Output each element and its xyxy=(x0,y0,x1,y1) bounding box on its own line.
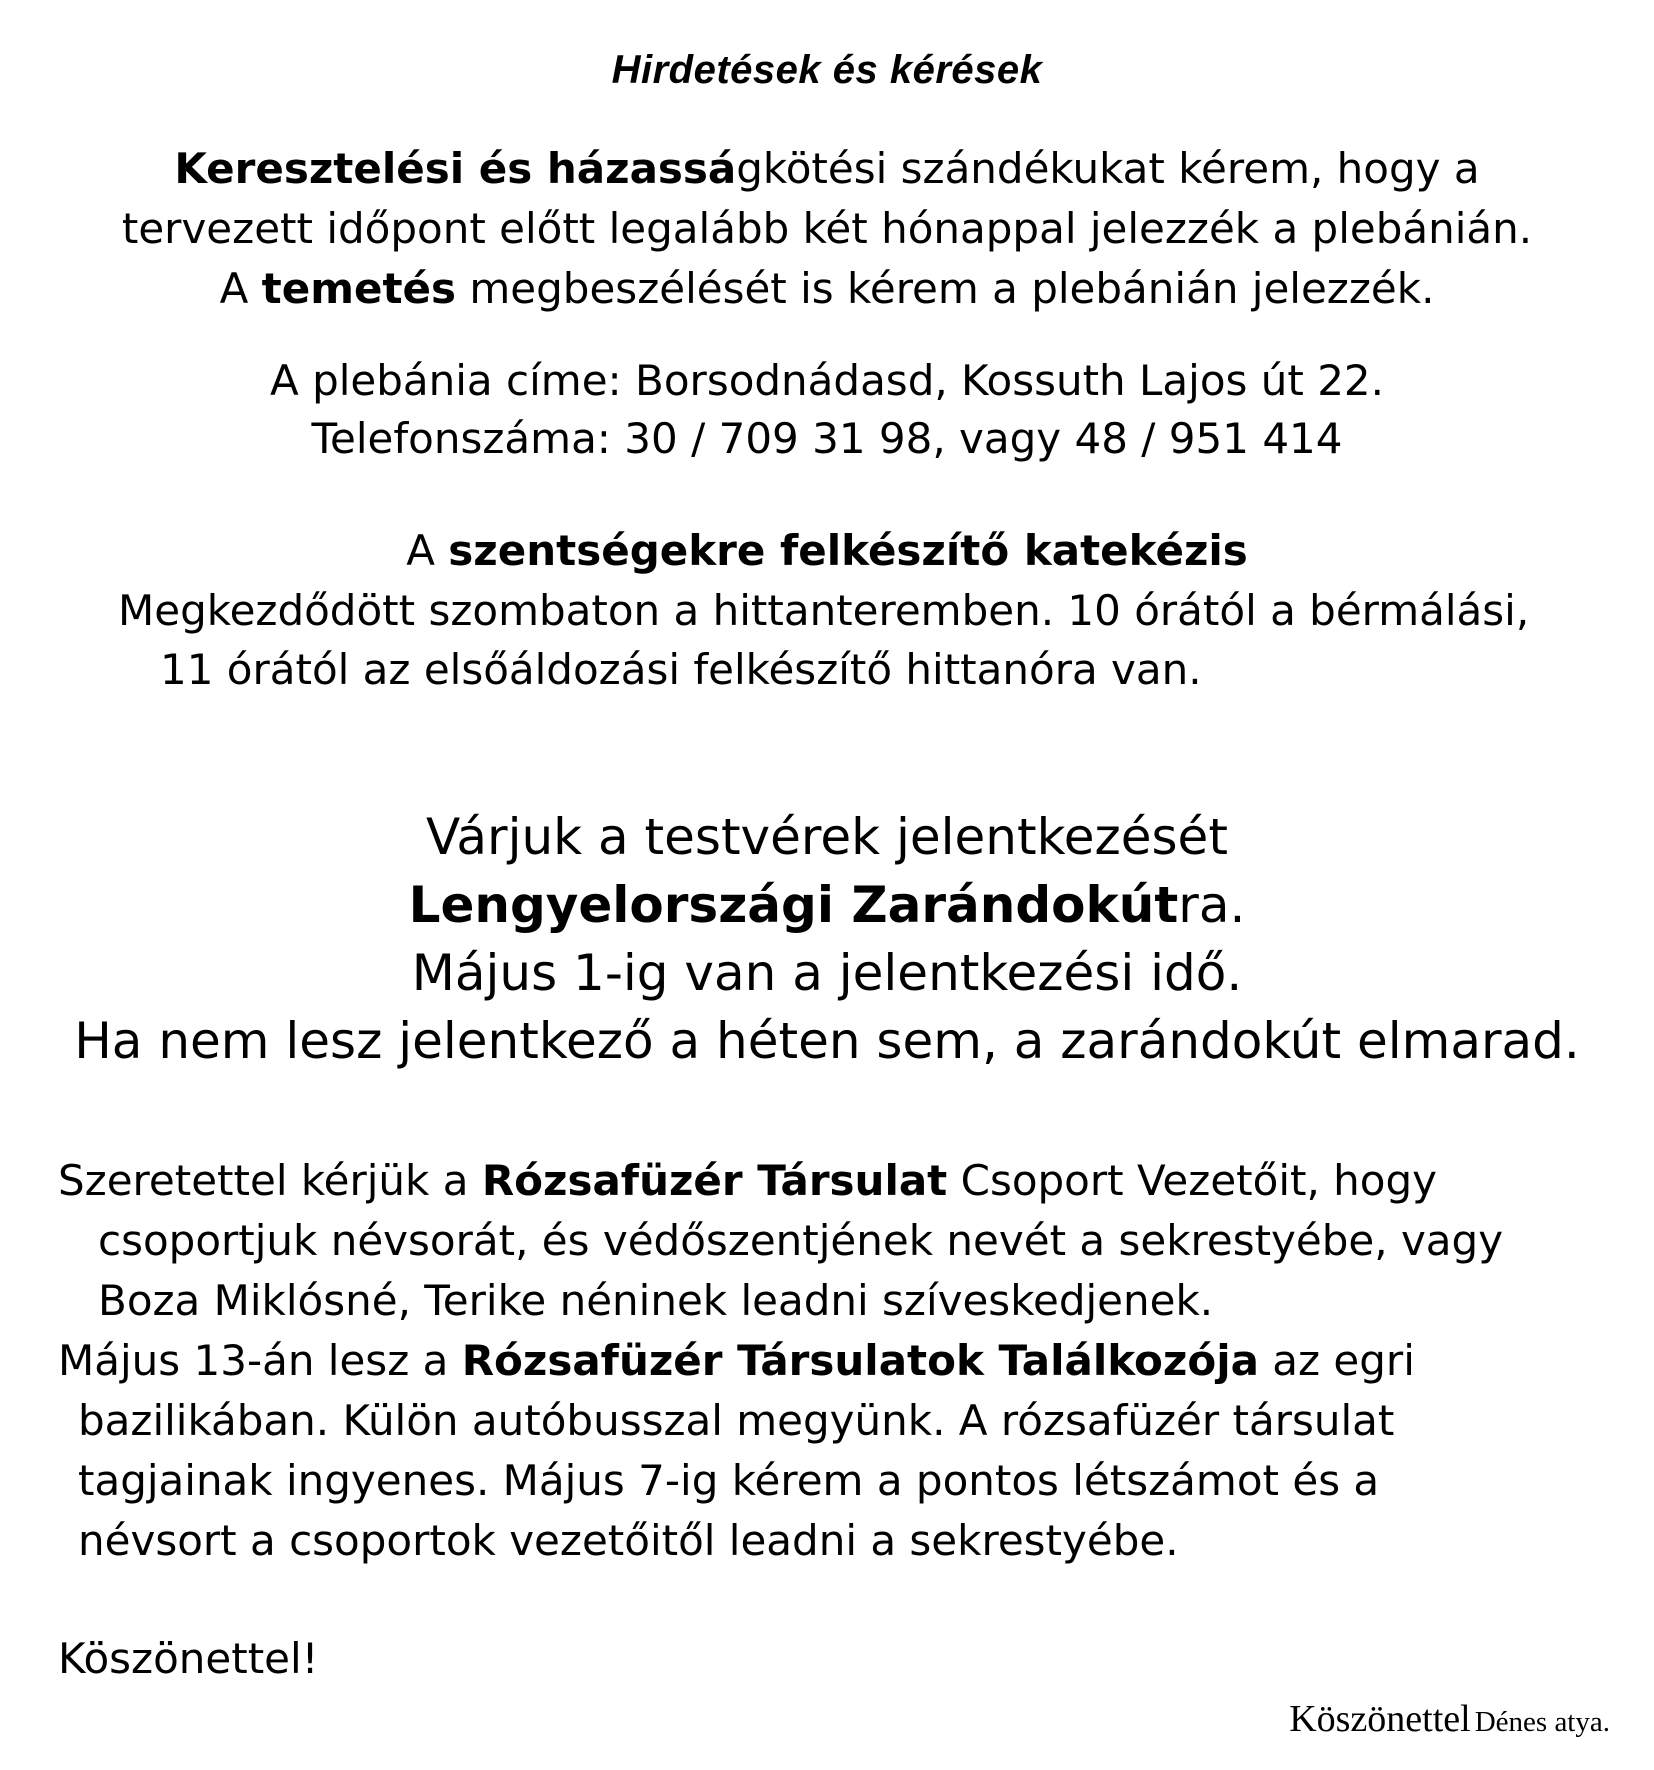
signature-name: Dénes atya. xyxy=(1474,1706,1610,1738)
catechesis-line-2: 11 órától az elsőáldozási felkészítő hittanóra van. xyxy=(160,645,1202,694)
pilgrimage-line-3: Május 1-ig van a jelentkezési idő. xyxy=(411,944,1243,1002)
baptism-bold: Keresztelési és házassá xyxy=(174,144,737,193)
pilgrimage-line-2 xyxy=(0,876,1654,934)
thanks-text: Köszönettel! xyxy=(58,1634,319,1683)
catechesis-line-1: Megkezdődött szombaton a hittanteremben. 10 órától a bérmálási, xyxy=(118,586,1530,635)
pilgrimage-line-1: Várjuk a testvérek jelentkezését xyxy=(426,808,1228,866)
rosary-p1-bold: Rózsafüzér Társulat xyxy=(481,1156,948,1205)
pilgrimage-bold: Lengyelországi Zarándokút xyxy=(408,876,1179,934)
pilgrimage-line-4: Ha nem lesz jelentkező a héten sem, a zarándokút elmarad. xyxy=(74,1012,1580,1070)
rosary-p1-line-3: Boza Miklósné, Terike néninek leadni szíveskedjenek. xyxy=(98,1276,1214,1325)
rosary-p2-line-2: bazilikában. Külön autóbusszal megyünk. A rózsafüzér társulat xyxy=(78,1396,1395,1445)
pilgrimage-suffix: ra. xyxy=(1178,876,1246,934)
rosary-p2-line-3: tagjainak ingyenes. Május 7-ig kérem a pontos létszámot és a xyxy=(78,1456,1380,1505)
baptism-line-2: tervezett időpont előtt legalább két hónappal jelezzék a plebánián. xyxy=(121,204,1533,253)
funeral-line xyxy=(0,264,1654,313)
rosary-p2-bold: Rózsafüzér Társulatok Találkozója xyxy=(461,1336,1259,1385)
baptism-line-1 xyxy=(0,144,1654,193)
parish-phone: Telefonszáma: 30 / 709 31 98, vagy 48 / 951 414 xyxy=(311,414,1343,463)
signature-word: Köszönettel xyxy=(1289,1698,1471,1740)
funeral-rest: megbeszélését is kérem a plebánián jelezzék. xyxy=(456,264,1435,313)
catechesis-bold: szentségekre felkészítő katekézis xyxy=(448,526,1248,575)
rosary-p1-line-2: csoportjuk névsorát, és védőszentjének nevét a sekrestyébe, vagy xyxy=(98,1216,1504,1265)
rosary-p1-rest: Csoport Vezetőit, hogy xyxy=(947,1156,1437,1205)
rosary-p1-prefix: Szeretettel kérjük a xyxy=(58,1156,482,1205)
funeral-prefix: A xyxy=(219,264,262,313)
rosary-p2-prefix: Május 13-án lesz a xyxy=(58,1336,462,1385)
rosary-p2-line-1 xyxy=(58,1336,1415,1385)
baptism-line-1-rest: gkötési szándékukat kérem, hogy a xyxy=(736,144,1480,193)
rosary-p2-line-4: névsort a csoportok vezetőitől leadni a sekrestyébe. xyxy=(78,1516,1179,1565)
parish-address: A plebánia címe: Borsodnádasd, Kossuth Lajos út 22. xyxy=(270,356,1384,405)
catechesis-heading xyxy=(0,526,1654,575)
signature xyxy=(1289,1700,1610,1738)
funeral-bold: temetés xyxy=(261,264,457,313)
catechesis-prefix: A xyxy=(406,526,449,575)
page-title: Hirdetések és kérések xyxy=(611,48,1043,92)
rosary-p1-line-1 xyxy=(58,1156,1437,1205)
rosary-p2-rest: az egri xyxy=(1258,1336,1415,1385)
